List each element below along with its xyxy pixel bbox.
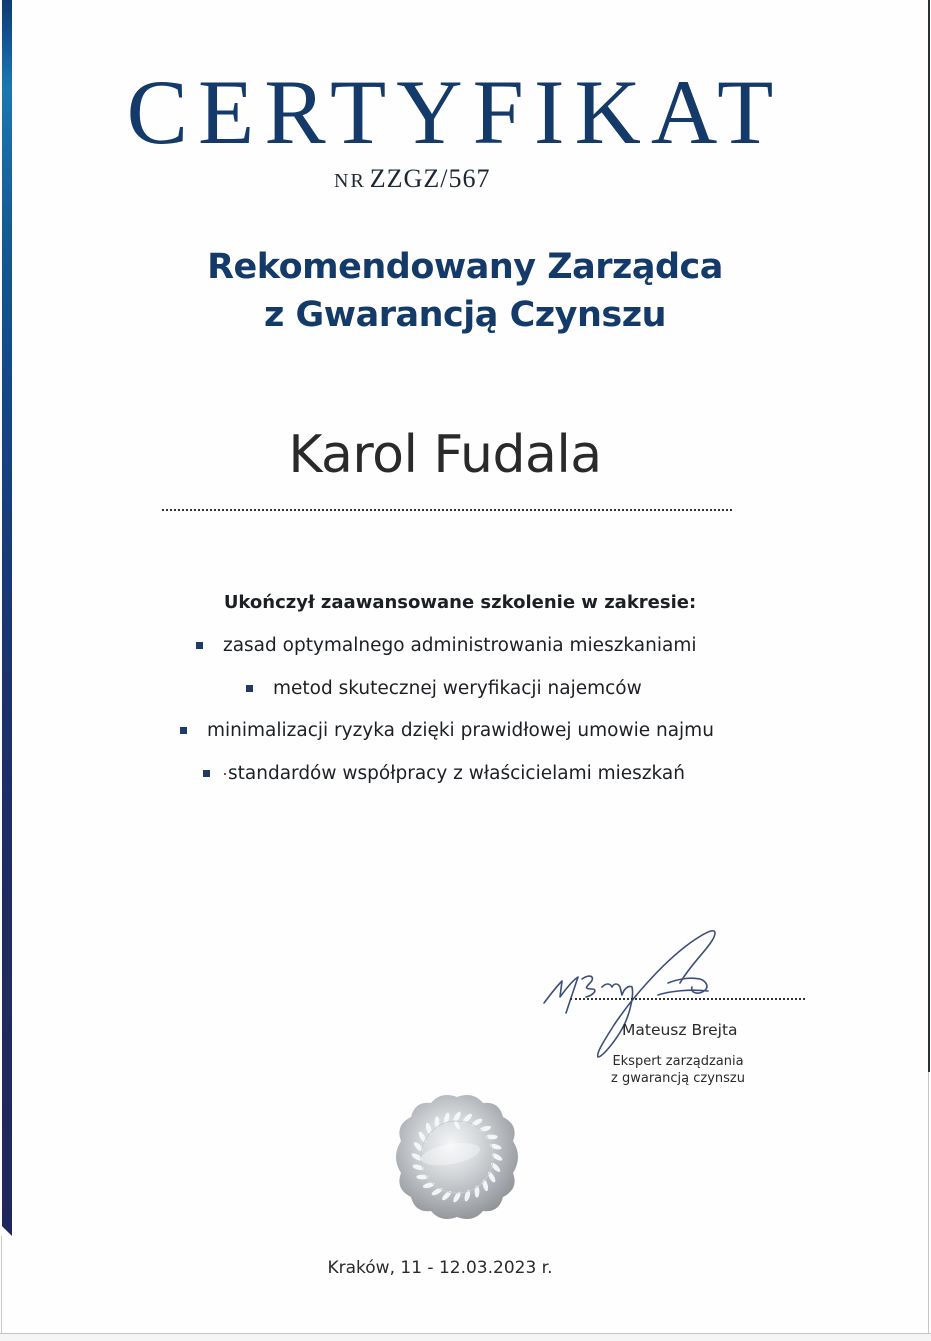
topic-item: [180, 720, 714, 741]
topic-item: [203, 763, 685, 784]
certificate-number: [334, 164, 490, 194]
topic-text: standardów współpracy z właścicielami mieszkań: [228, 763, 685, 784]
certificate-number-prefix: NR: [334, 170, 366, 192]
square-bullet-icon: [203, 770, 210, 777]
square-bullet-icon: [180, 727, 187, 734]
signer-role-line-2: z gwarancją czynszu: [611, 1071, 745, 1086]
certificate-subtitle: [120, 243, 810, 339]
topic-text: metod skutecznej weryfikacji najemców: [273, 678, 642, 699]
signer-name: Mateusz Brejta: [622, 1021, 738, 1039]
signature-dotted-line: [570, 998, 805, 1000]
handwritten-signature-icon: [540, 925, 820, 1065]
page-edge-left: [1, 1236, 2, 1333]
decorative-left-bar: [2, 0, 12, 1236]
silver-laurel-seal-icon: [382, 1091, 532, 1221]
training-heading: Ukończył zaawansowane szkolenie w zakresie:: [223, 592, 697, 613]
page-edge-right-dark: [928, 0, 930, 1072]
stray-mark: [224, 773, 226, 775]
square-bullet-icon: [246, 685, 253, 692]
subtitle-line-1: Rekomendowany Zarządca: [207, 247, 723, 287]
signature-block: [540, 925, 820, 1095]
signer-role-line-1: Ekspert zarządzania: [612, 1054, 744, 1069]
topic-text: minimalizacji ryzyka dzięki prawidłowej umowie najmu: [207, 720, 714, 741]
place-and-date: Kraków, 11 - 12.03.2023 r.: [327, 1258, 553, 1278]
subtitle-line-2: z Gwarancją Czynszu: [264, 295, 666, 335]
recipient-name: Karol Fudala: [288, 425, 602, 485]
page-bottom-strip: [0, 1334, 931, 1341]
topic-text: zasad optymalnego administrowania mieszkaniami: [223, 635, 697, 656]
certificate-title: CERTYFIKAT: [126, 61, 784, 163]
topic-item: [246, 678, 642, 699]
topic-item: [196, 635, 697, 656]
certificate-number-value: ZZGZ/567: [369, 164, 491, 193]
square-bullet-icon: [196, 642, 203, 649]
recipient-dotted-line: [162, 509, 732, 511]
page-edge-right-light: [928, 1072, 929, 1333]
signer-role: [598, 1053, 758, 1087]
